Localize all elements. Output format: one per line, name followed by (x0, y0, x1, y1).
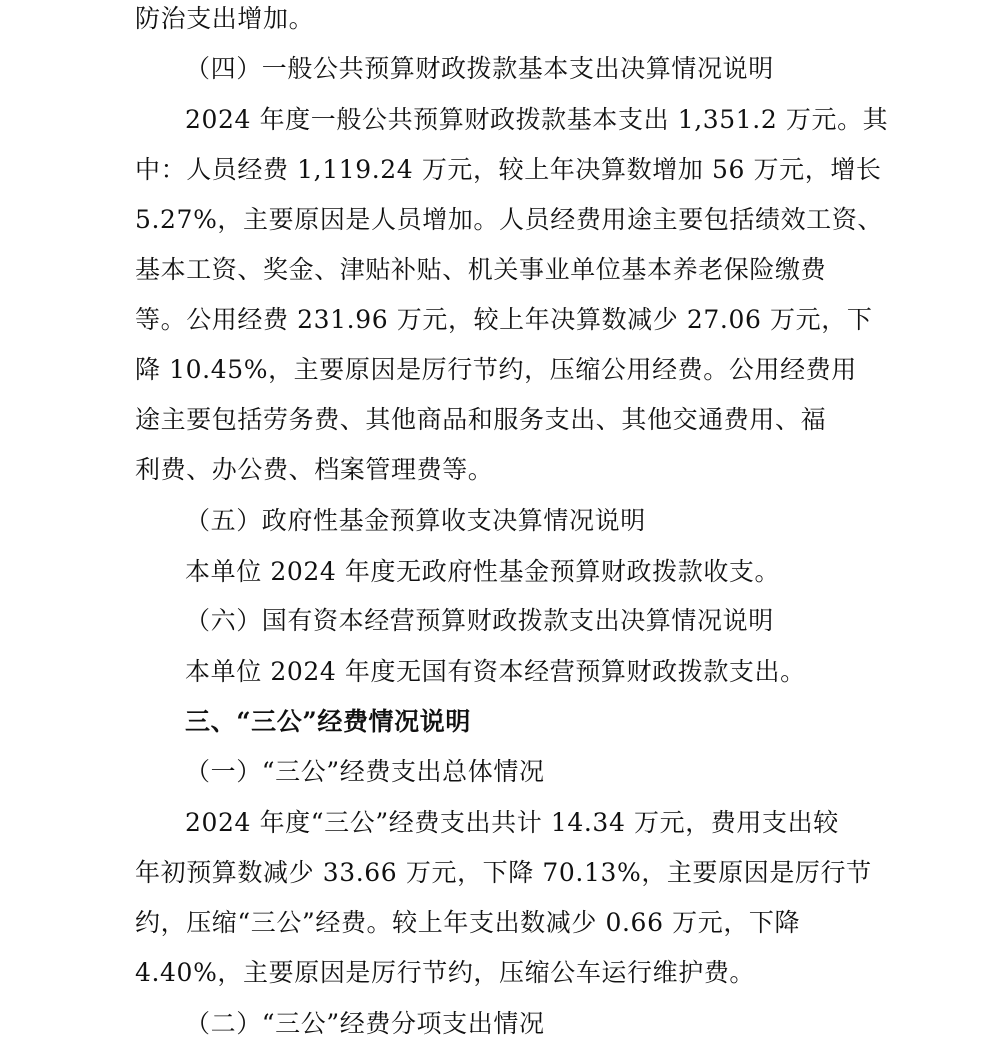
paragraph-line: 年初预算数减少 33.66 万元，下降 70.13%，主要原因是厉行节 (135, 858, 872, 887)
paragraph-line: 利费、办公费、档案管理费等。 (135, 455, 494, 484)
paragraph-line: 途主要包括劳务费、其他商品和服务支出、其他交通费用、福 (135, 405, 827, 434)
section-heading: （六）国有资本经营预算财政拨款支出决算情况说明 (185, 606, 774, 635)
paragraph-line: 中：人员经费 1,119.24 万元，较上年决算数增加 56 万元，增长 (135, 155, 882, 184)
paragraph-line: 4.40%，主要原因是厉行节约，压缩公车运行维护费。 (135, 958, 756, 987)
paragraph-line: 防治支出增加。 (135, 4, 315, 33)
section-heading: （一）“三公”经费支出总体情况 (185, 757, 545, 786)
section-heading: （四）一般公共预算财政拨款基本支出决算情况说明 (185, 54, 774, 83)
section-heading: （五）政府性基金预算收支决算情况说明 (185, 506, 646, 535)
paragraph-line: 本单位 2024 年度无国有资本经营预算财政拨款支出。 (185, 657, 806, 686)
paragraph-line: 本单位 2024 年度无政府性基金预算财政拨款收支。 (185, 557, 781, 586)
paragraph-line: 基本工资、奖金、津贴补贴、机关事业单位基本养老保险缴费 (135, 255, 827, 284)
paragraph-line: 等。公用经费 231.96 万元，较上年决算数减少 27.06 万元，下 (135, 305, 873, 334)
paragraph-line: 5.27%，主要原因是人员增加。人员经费用途主要包括绩效工资、 (135, 205, 884, 234)
paragraph-line: 约，压缩“三公”经费。较上年支出数减少 0.66 万元，下降 (135, 908, 801, 937)
paragraph-line: 降 10.45%，主要原因是厉行节约，压缩公用经费。公用经费用 (135, 355, 857, 384)
section-heading: （二）“三公”经费分项支出情况 (185, 1009, 545, 1038)
paragraph-line: 2024 年度“三公”经费支出共计 14.34 万元，费用支出较 (185, 808, 839, 837)
chapter-heading: 三、“三公”经费情况说明 (185, 707, 471, 736)
paragraph-line: 2024 年度一般公共预算财政拨款基本支出 1,351.2 万元。其 (185, 105, 889, 134)
